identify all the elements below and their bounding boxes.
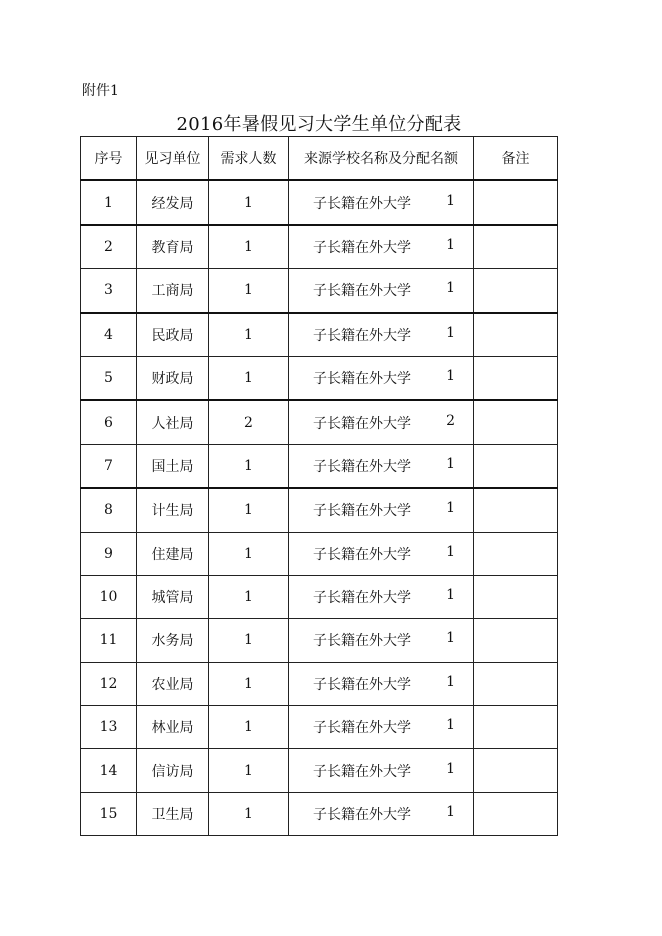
row-unit: 教育局 <box>137 225 209 269</box>
row-source <box>289 619 474 662</box>
row-remark <box>474 532 558 575</box>
row-index: 4 <box>81 313 137 357</box>
row-school: 子长籍在外大学 <box>313 503 411 520</box>
row-school: 子长籍在外大学 <box>313 239 411 256</box>
table-row <box>81 749 558 792</box>
table-row <box>81 488 558 532</box>
table-row <box>81 400 558 444</box>
row-unit: 农业局 <box>137 662 209 705</box>
allocation-table <box>80 136 558 836</box>
page-title: 2016年暑假见习大学生单位分配表 <box>176 114 462 135</box>
row-index: 6 <box>81 400 137 444</box>
row-index: 7 <box>81 444 137 488</box>
row-school: 子长籍在外大学 <box>313 807 411 824</box>
row-unit: 水务局 <box>137 619 209 662</box>
row-quota: 1 <box>446 455 455 472</box>
table-row <box>81 180 558 224</box>
row-demand: 1 <box>209 532 289 575</box>
row-remark <box>474 225 558 269</box>
row-unit: 住建局 <box>137 532 209 575</box>
row-quota: 1 <box>446 673 455 690</box>
row-remark <box>474 356 558 400</box>
row-source <box>289 706 474 749</box>
row-index: 9 <box>81 532 137 575</box>
table-row <box>81 619 558 662</box>
table-row <box>81 356 558 400</box>
row-demand: 1 <box>209 269 289 313</box>
row-quota: 1 <box>446 587 455 604</box>
row-demand: 1 <box>209 180 289 224</box>
row-index: 1 <box>81 180 137 224</box>
table-row <box>81 575 558 618</box>
row-quota: 1 <box>446 324 455 341</box>
row-demand: 1 <box>209 575 289 618</box>
row-unit: 计生局 <box>137 488 209 532</box>
row-index: 5 <box>81 356 137 400</box>
row-school: 子长籍在外大学 <box>313 195 411 212</box>
row-remark <box>474 792 558 835</box>
row-demand: 1 <box>209 313 289 357</box>
header-source: 来源学校名称及分配名额 <box>289 137 474 181</box>
row-quota: 1 <box>446 804 455 821</box>
row-school: 子长籍在外大学 <box>313 546 411 563</box>
row-unit: 人社局 <box>137 400 209 444</box>
row-school: 子长籍在外大学 <box>313 633 411 650</box>
row-school: 子长籍在外大学 <box>313 720 411 737</box>
row-index: 14 <box>81 749 137 792</box>
row-school: 子长籍在外大学 <box>313 458 411 475</box>
row-demand: 1 <box>209 792 289 835</box>
row-index: 10 <box>81 575 137 618</box>
row-remark <box>474 749 558 792</box>
row-index: 3 <box>81 269 137 313</box>
table-row <box>81 313 558 357</box>
row-quota: 1 <box>446 368 455 385</box>
header-demand: 需求人数 <box>209 137 289 181</box>
table-row <box>81 792 558 835</box>
row-remark <box>474 662 558 705</box>
row-source <box>289 269 474 313</box>
row-remark <box>474 269 558 313</box>
row-demand: 2 <box>209 400 289 444</box>
row-index: 2 <box>81 225 137 269</box>
header-row <box>81 137 558 181</box>
row-remark <box>474 444 558 488</box>
row-quota: 1 <box>446 760 455 777</box>
attachment-label: 附件1 <box>82 83 119 99</box>
table-row <box>81 662 558 705</box>
table-row <box>81 444 558 488</box>
row-remark <box>474 313 558 357</box>
row-remark <box>474 575 558 618</box>
row-quota: 1 <box>446 717 455 734</box>
row-demand: 1 <box>209 444 289 488</box>
row-quota: 1 <box>446 630 455 647</box>
row-demand: 1 <box>209 356 289 400</box>
row-school: 子长籍在外大学 <box>313 676 411 693</box>
table-row <box>81 706 558 749</box>
row-source <box>289 792 474 835</box>
row-school: 子长籍在外大学 <box>313 371 411 388</box>
row-source <box>289 488 474 532</box>
row-unit: 国土局 <box>137 444 209 488</box>
row-unit: 卫生局 <box>137 792 209 835</box>
row-remark <box>474 400 558 444</box>
row-quota: 1 <box>446 236 455 253</box>
row-school: 子长籍在外大学 <box>313 415 411 432</box>
row-remark <box>474 180 558 224</box>
row-source <box>289 400 474 444</box>
row-unit: 城管局 <box>137 575 209 618</box>
row-source <box>289 532 474 575</box>
row-unit: 林业局 <box>137 706 209 749</box>
row-source <box>289 313 474 357</box>
row-school: 子长籍在外大学 <box>313 590 411 607</box>
row-remark <box>474 488 558 532</box>
row-index: 12 <box>81 662 137 705</box>
row-demand: 1 <box>209 488 289 532</box>
row-source <box>289 444 474 488</box>
row-unit: 工商局 <box>137 269 209 313</box>
row-school: 子长籍在外大学 <box>313 327 411 344</box>
row-quota: 1 <box>446 280 455 297</box>
row-index: 13 <box>81 706 137 749</box>
table-row <box>81 269 558 313</box>
row-demand: 1 <box>209 619 289 662</box>
row-index: 15 <box>81 792 137 835</box>
row-source <box>289 356 474 400</box>
header-unit: 见习单位 <box>137 137 209 181</box>
row-quota: 1 <box>446 500 455 517</box>
row-source <box>289 180 474 224</box>
row-unit: 信访局 <box>137 749 209 792</box>
row-quota: 1 <box>446 543 455 560</box>
header-index: 序号 <box>81 137 137 181</box>
table-row <box>81 225 558 269</box>
row-demand: 1 <box>209 662 289 705</box>
row-demand: 1 <box>209 749 289 792</box>
row-remark <box>474 706 558 749</box>
row-demand: 1 <box>209 225 289 269</box>
row-quota: 2 <box>446 412 455 429</box>
row-index: 8 <box>81 488 137 532</box>
row-source <box>289 662 474 705</box>
row-school: 子长籍在外大学 <box>313 283 411 300</box>
row-unit: 财政局 <box>137 356 209 400</box>
header-remark: 备注 <box>474 137 558 181</box>
row-index: 11 <box>81 619 137 662</box>
row-source <box>289 225 474 269</box>
table-row <box>81 532 558 575</box>
row-remark <box>474 619 558 662</box>
row-quota: 1 <box>446 192 455 209</box>
row-source <box>289 749 474 792</box>
row-school: 子长籍在外大学 <box>313 763 411 780</box>
row-demand: 1 <box>209 706 289 749</box>
row-unit: 经发局 <box>137 180 209 224</box>
row-unit: 民政局 <box>137 313 209 357</box>
row-source <box>289 575 474 618</box>
